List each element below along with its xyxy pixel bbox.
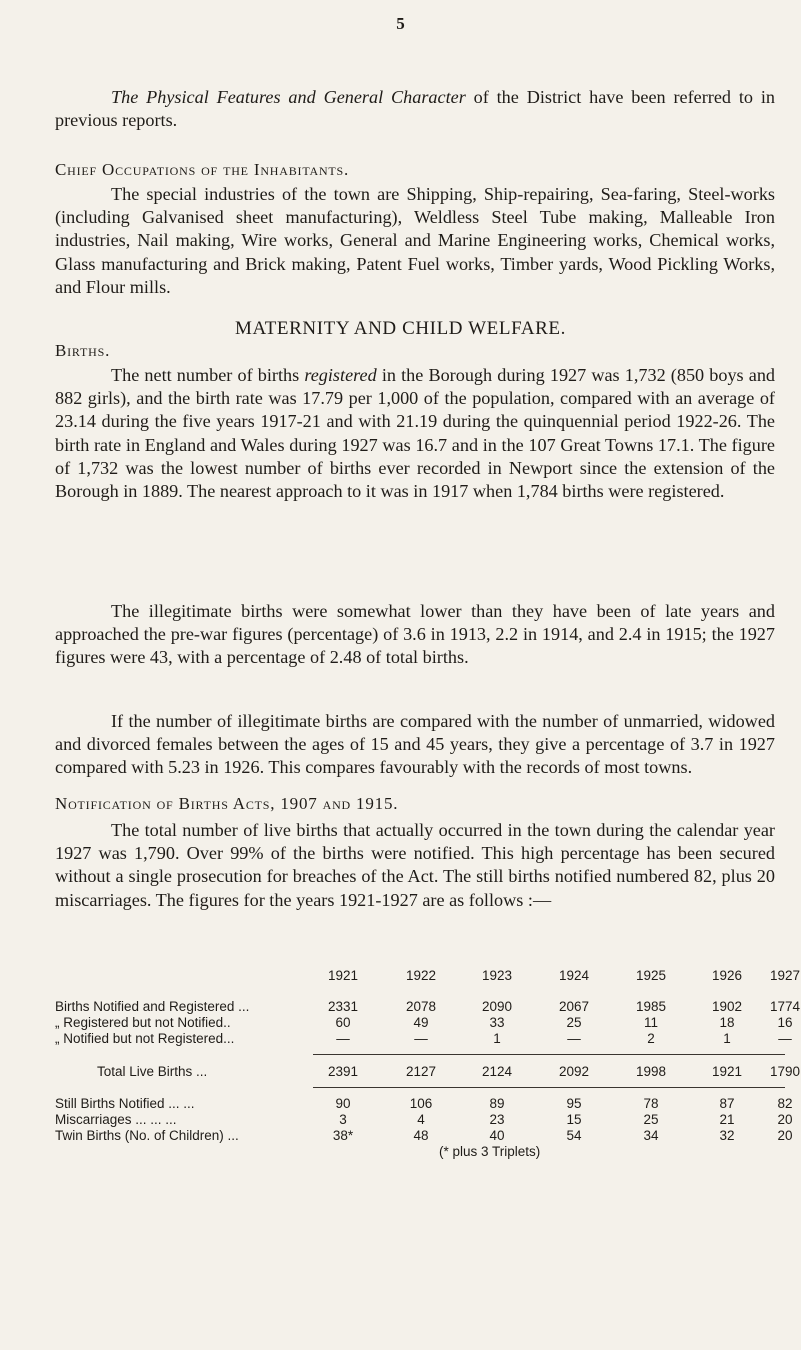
total-row bbox=[55, 1064, 801, 1080]
value-cell: 1 bbox=[723, 1031, 731, 1046]
year-cell: 1922 bbox=[405, 968, 437, 983]
table-row bbox=[55, 1112, 793, 1128]
value-cell: 38* bbox=[332, 1128, 354, 1143]
value-cell: 1774 bbox=[769, 999, 801, 1014]
year-cell: 1926 bbox=[711, 968, 743, 983]
value-cell: 2078 bbox=[405, 999, 437, 1014]
value-cell: 60 bbox=[335, 1015, 351, 1030]
value-cell: 106 bbox=[409, 1096, 433, 1111]
intro-paragraph bbox=[55, 86, 775, 132]
total-rule bbox=[313, 1087, 785, 1088]
row-label: Births Notified and Registered ... bbox=[55, 999, 250, 1014]
births-p1-after: in the Borough during 1927 was 1,732 (850 boys and 882 girls), and the birth rate was 17.79 per 1,000 of the population, compared with an average of 23.14 during the five years 1917-21 and with 21.19 during the quinquennial period 1922-26. The birth rate in England and Wales during 1927 was 16.7 and in the 107 Great Towns 17.1. The figure of 1,732 was the lowest number of births ever recorded in Newport since the extension of the Borough in 1889. The nearest approach to it was in 1917 when 1,784 births were registered. bbox=[55, 365, 776, 502]
intro-italic: The Physical Features and General Character bbox=[111, 87, 466, 107]
maternity-heading: MATERNITY AND CHILD WELFARE. bbox=[235, 318, 566, 339]
value-cell: 89 bbox=[489, 1096, 505, 1111]
value-cell: — bbox=[778, 1031, 792, 1046]
occupations-paragraph bbox=[55, 183, 775, 299]
occupations-heading: Chief Occupations of the Inhabitants. bbox=[55, 160, 350, 179]
births-paragraph-1 bbox=[55, 364, 775, 503]
births-paragraph-3 bbox=[55, 710, 775, 780]
value-cell: 2 bbox=[647, 1031, 655, 1046]
occupations-text: The special industries of the town are Shipping, Ship-repairing, Sea-faring, Steel-works (including Galvanised sheet manufacturing), Weldless Steel Tube making, Malleable Iron industries, Nail making, Wire works, General and Marine Engineering works, Chemical works, Glass manufacturing and Brick making, Patent Fuel works, Timber yards, Wood Pickling Works, and Flour mills. bbox=[55, 184, 775, 297]
table-row bbox=[55, 1031, 792, 1047]
value-cell: 40 bbox=[489, 1128, 505, 1143]
births-p3-text: If the number of illegitimate births are compared with the number of unmarried, widowed and divorced females between the ages of 15 and 45 years, they give a percentage of 3.7 in 1927 compared with 5.23 in 1926. This compares favourably with the records of most towns. bbox=[55, 711, 775, 778]
value-cell: 90 bbox=[335, 1096, 351, 1111]
births-p2-text: The illegitimate births were somewhat lower than they have been of late years and approached the pre-war figures (percentage) of 3.6 in 1913, 2.2 in 1914, and 2.4 in 1915; the 1927 figures were 43, with a percentage of 2.48 of total births. bbox=[55, 601, 775, 668]
value-cell: 23 bbox=[489, 1112, 505, 1127]
value-cell: 11 bbox=[643, 1015, 658, 1030]
value-cell: 20 bbox=[777, 1128, 793, 1143]
total-cell: 2124 bbox=[481, 1064, 513, 1079]
page-number: 5 bbox=[396, 14, 405, 33]
value-cell: 95 bbox=[566, 1096, 582, 1111]
intro-text: of the District have been referred to in previous reports. bbox=[55, 87, 775, 131]
value-cell: 54 bbox=[566, 1128, 582, 1143]
total-cell: 2092 bbox=[558, 1064, 590, 1079]
births-p1-italic: registered bbox=[304, 365, 377, 385]
value-cell: 4 bbox=[417, 1112, 425, 1127]
value-cell: 87 bbox=[719, 1096, 735, 1111]
value-cell: 15 bbox=[566, 1112, 582, 1127]
value-cell: 49 bbox=[413, 1015, 429, 1030]
total-cell: 1998 bbox=[635, 1064, 667, 1079]
notification-heading: Notification of Births Acts, 1907 and 1915. bbox=[55, 794, 399, 813]
total-cell: 1790 bbox=[769, 1064, 801, 1079]
value-cell: 16 bbox=[777, 1015, 793, 1030]
row-label: Miscarriages ... ... ... bbox=[55, 1112, 177, 1127]
subtotal-rule bbox=[313, 1054, 785, 1055]
value-cell: 25 bbox=[643, 1112, 659, 1127]
year-cell: 1927 bbox=[769, 968, 801, 983]
row-label: Twin Births (No. of Children) ... bbox=[55, 1128, 239, 1143]
value-cell: 1 bbox=[493, 1031, 501, 1046]
value-cell: 33 bbox=[489, 1015, 505, 1030]
total-cell: 2391 bbox=[327, 1064, 359, 1079]
table-row bbox=[55, 1015, 793, 1031]
value-cell: 2090 bbox=[481, 999, 513, 1014]
year-cell: 1925 bbox=[635, 968, 667, 983]
row-label: „ Registered but not Notified.. bbox=[55, 1015, 231, 1030]
total-label: Total Live Births ... bbox=[97, 1064, 208, 1079]
value-cell: 82 bbox=[777, 1096, 793, 1111]
value-cell: 25 bbox=[566, 1015, 582, 1030]
table-row bbox=[55, 1096, 793, 1112]
row-label: Still Births Notified ... ... bbox=[55, 1096, 195, 1111]
value-cell: 18 bbox=[719, 1015, 735, 1030]
births-heading: Births. bbox=[55, 341, 111, 360]
table-row bbox=[55, 1128, 793, 1144]
value-cell: 1902 bbox=[711, 999, 743, 1014]
year-cell: 1923 bbox=[481, 968, 513, 983]
value-cell: 32 bbox=[719, 1128, 735, 1143]
value-cell: 1985 bbox=[635, 999, 667, 1014]
value-cell: 78 bbox=[643, 1096, 659, 1111]
year-cell: 1921 bbox=[327, 968, 359, 983]
row-label: „ Notified but not Registered... bbox=[55, 1031, 235, 1046]
notification-paragraph bbox=[55, 819, 775, 912]
value-cell: 21 bbox=[719, 1112, 735, 1127]
year-cell: 1924 bbox=[558, 968, 590, 983]
births-p1-before: The nett number of births bbox=[111, 365, 305, 385]
table-row bbox=[55, 999, 801, 1015]
notification-text: The total number of live births that actually occurred in the town during the calendar year 1927 was 1,790. Over 99% of the births were notified. This high percentage has been secured without a single prosecution for breaches of the Act. The still births notified numbered 82, plus 20 miscarriages. The figures for the years 1921-1927 are as follows :— bbox=[55, 820, 775, 910]
total-cell: 2127 bbox=[405, 1064, 437, 1079]
births-paragraph-2 bbox=[55, 600, 775, 670]
value-cell: — bbox=[336, 1031, 350, 1046]
triplets-footnote: (* plus 3 Triplets) bbox=[439, 1144, 541, 1159]
value-cell: 34 bbox=[643, 1128, 659, 1143]
value-cell: — bbox=[414, 1031, 428, 1046]
total-cell: 1921 bbox=[711, 1064, 743, 1079]
value-cell: 3 bbox=[339, 1112, 347, 1127]
value-cell: 20 bbox=[777, 1112, 793, 1127]
value-cell: 2067 bbox=[558, 999, 590, 1014]
year-header-row bbox=[55, 968, 801, 984]
value-cell: 2331 bbox=[327, 999, 359, 1014]
value-cell: — bbox=[567, 1031, 581, 1046]
value-cell: 48 bbox=[413, 1128, 429, 1143]
